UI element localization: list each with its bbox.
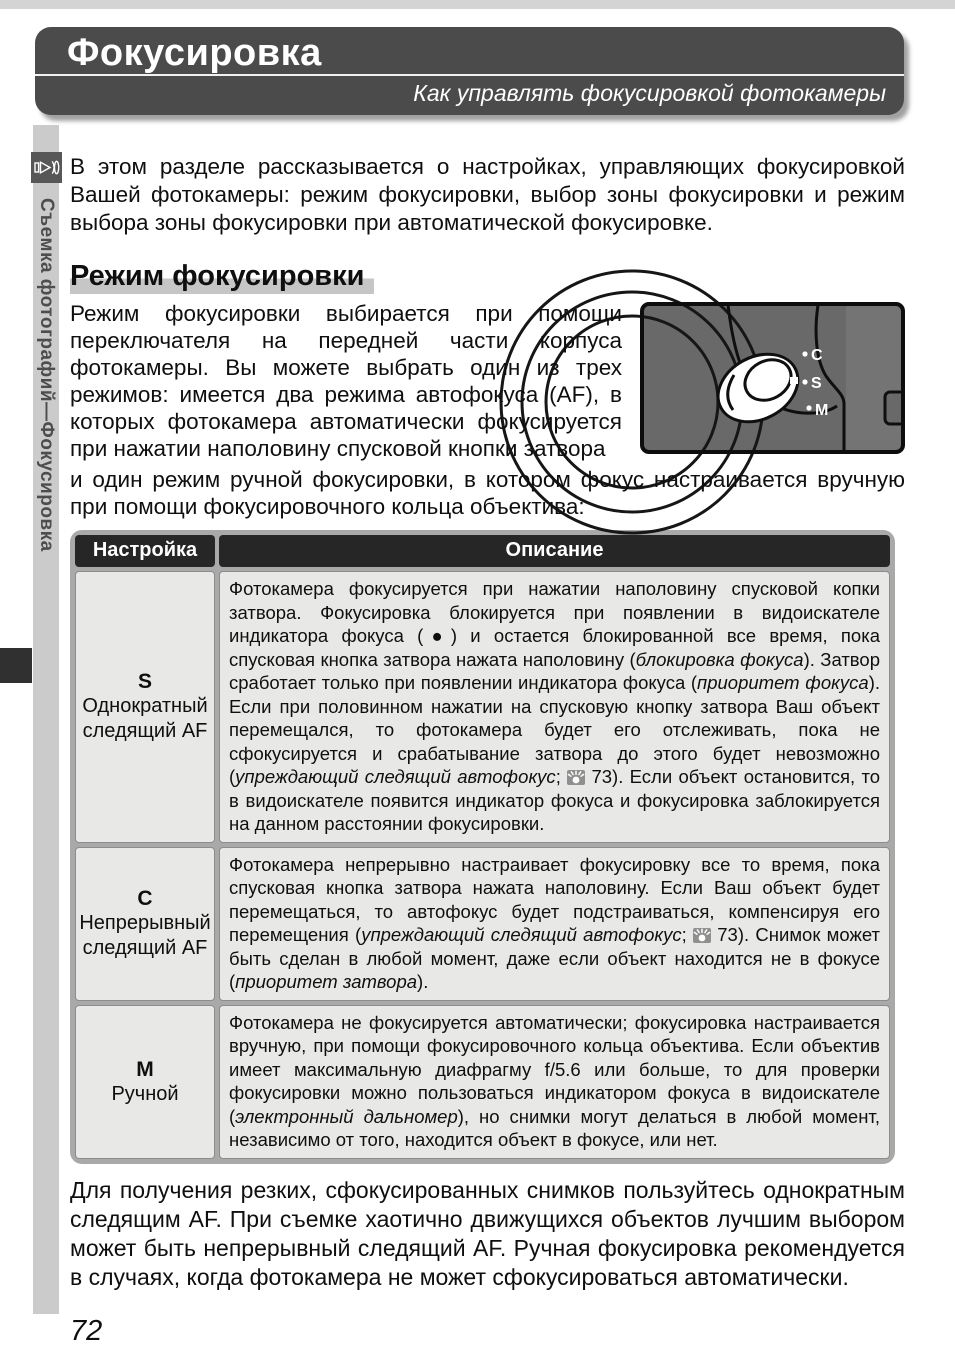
banner-divider [35, 74, 904, 76]
table-header-setting: Настройка [75, 535, 215, 567]
focus-mode-selector-figure [640, 302, 905, 454]
table-row-c-description: Фотокамера непрерывно настраивает фокусировку все то время, пока спусковая кнопка затвора нажата наполовину. Если Ваш объект будет перемещаться, то автофокус будет подстраиваться, компенсируя его перемещения (упреждающий следящий автофокус; 73). Снимок может быть сделан в любой момент, даже если объект находится не в фокусе (приоритет затвора). [219, 847, 890, 1001]
table-row-c-setting [75, 847, 215, 1001]
sidebar-section-label: Съемка фотографий—Фокусировка [36, 198, 57, 552]
focus-mode-label-m: M [815, 402, 829, 419]
setting-name: Однократный следящий AF [82, 695, 208, 743]
focus-mode-label-c: C [811, 347, 823, 364]
lens-section-icon [31, 152, 62, 183]
table-row-s-setting [75, 571, 215, 843]
table-row-s-description: Фотокамера фокусируется при нажатии наполовину спусковой копки затвора. Фокусировка блокируется при появлении в видоискателе индикатора фокуса (●) и остается блокированной все время, пока спусковая кнопка затвора нажата наполовину (блокировка фокуса). Затвор сработает только при появлении индикатора фокуса (приоритет фокуса). Если при половинном нажатии на спусковую кнопку затвора Ваш объект перемещался, то фотокамера будет его отслеживать, пока не сфокусируется и срабатывание затвора до этого будет невозможно (упреждающий следящий автофокус; 73). Если объект остановится, то в видоискателе появится индикатор фокуса и фокусировка заблокируется на данном расстоянии фокусировки. [219, 571, 890, 843]
chapter-subtitle: Как управлять фокусировкой фотокамеры [413, 80, 886, 106]
chapter-title: Фокусировка [67, 32, 322, 74]
table-header-description: Описание [219, 535, 890, 567]
focus-mode-section [70, 300, 905, 520]
section-heading-text: Режим фокусировки [70, 260, 374, 294]
setting-name: Ручной [111, 1082, 179, 1105]
chapter-banner [35, 27, 904, 115]
table-row-m-setting [75, 1005, 215, 1159]
focus-mode-table [70, 530, 895, 1164]
page-ref-icon [693, 928, 711, 943]
main-content [70, 130, 905, 1347]
focus-mode-paragraph-continued: и один режим ручной фокусировки, в котором фокус настраивается вручную при помощи фокусировочного кольца объектива: [70, 467, 905, 519]
intro-paragraph: В этом разделе рассказывается о настройках, управляющих фокусировкой Вашей фотокамеры: режим фокусировки, выбор зоны фокусировки и режим выбора зоны фокусировки при автоматической фокусировке. [70, 153, 905, 235]
setting-code: C [137, 887, 153, 910]
outro-paragraph: Для получения резких, сфокусированных снимков пользуйтесь однократным следящим AF. При съемке хаотично движущихся объектов лучшим выбором может быть непрерывный следящий AF. Ручная фокусировка рекомендуется в случаях, когда фотокамера не может сфокусироваться автоматически. [70, 1176, 905, 1290]
section-heading [70, 259, 905, 294]
page-edge-strip [0, 0, 955, 9]
page-number: 72 [70, 1314, 103, 1347]
page-ref-icon [567, 770, 585, 785]
setting-code: S [137, 670, 152, 694]
page-index-tab [0, 648, 32, 683]
setting-name: Непрерывный следящий AF [79, 912, 211, 959]
setting-code: M [136, 1057, 154, 1081]
focus-mode-label-s: S [811, 375, 822, 392]
table-row-m-description: Фотокамера не фокусируется автоматически; фокусировка настраивается вручную, при помощи фокусировочного кольца объектива. Если объектив имеет максимальную диафрагму f/5.6 или больше, то для проверки фокусировки можно пользоваться индикатором фокуса в видоискателе (электронный дальномер), но снимки могут делаться в любой момент, независимо от того, находится объект в фокусе, или нет. [219, 1005, 890, 1159]
focus-mode-paragraph: Режим фокусировки выбирается при помощи переключателя на передней части корпуса фотокамеры. Вы можете выбрать один из трех режимов: имеется два режима автофокуса (AF), в которых фотокамера автоматически фокусируется при нажатии наполовину спусковой кнопки затвора [70, 301, 622, 461]
